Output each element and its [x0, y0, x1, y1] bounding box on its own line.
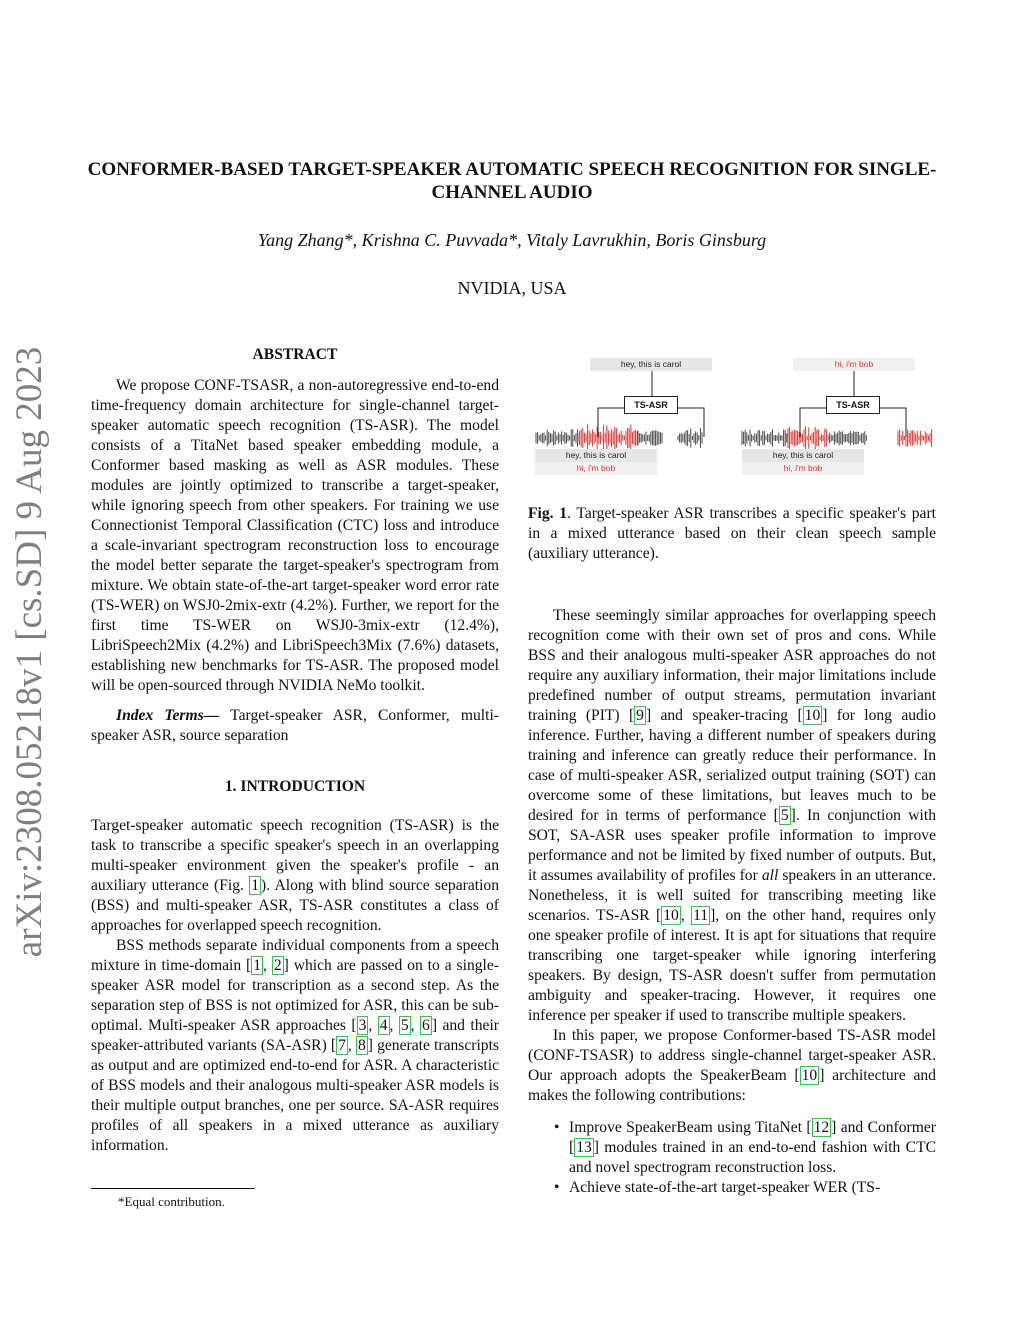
- fig-left-tsasr-box: TS-ASR: [624, 396, 678, 414]
- fig-left-top-label: hey, this is carol: [590, 358, 712, 371]
- left-column: [91, 345, 499, 1156]
- footnote: *Equal contribution.: [118, 1194, 225, 1209]
- right-column: [528, 504, 936, 1198]
- fig-1-link[interactable]: 1: [251, 877, 259, 894]
- citation-link[interactable]: 10: [663, 907, 679, 924]
- intro-heading: 1. INTRODUCTION: [224, 778, 366, 795]
- citation-link[interactable]: 1: [253, 957, 262, 974]
- abstract-text: We propose CONF-TSASR, a non-autoregressive end-to-end time-frequency domain architecture for single-channel target-speaker automatic speech recognition (TS-ASR). The model consists of a TitaNet based speaker embedding module, a Conformer based masking as well as ASR modules. These modules are jointly optimized to transcribe a target-speaker, while ignoring speech from other speakers. For training we use Connectionist Temporal Classification (CTC) loss and introduce a scale-invariant spectrogram reconstruction loss to encourage the model better separate the target-speaker's spectrogram from mixture. We obtain state-of-the-art target-speaker word error rate (TS-WER) on WSJ0-2mix-extr (4.2%). Further, we report for the first time TS-WER on WSJ0-3mix-extr (12.4%), LibriSpeech2Mix (4.2%) and LibriSpeech3Mix (7.6%) datasets, establishing new benchmarks for TS-ASR. The proposed model will be open-sourced through NVIDIA NeMo toolkit.: [91, 377, 499, 694]
- figure-caption: Fig. 1. Target-speaker ASR transcribes a specific speaker's part in a mixed utterance based on their clean speech sample (auxiliary utterance).: [528, 505, 936, 562]
- intro-paragraph-1: Target-speaker automatic speech recognition (TS-ASR) is the task to transcribe a specific speaker's speech in an overlapping multi-speaker environment given the speaker's profile - an auxiliary utterance (Fig. 1 ). Along with blind source separation (BSS) and multi-speaker ASR, TS-ASR constitutes a class of approaches for overlapped speech recognition.: [91, 817, 500, 934]
- fig-right-top-label: hi, i'm bob: [793, 358, 915, 371]
- citation-link[interactable]: 10: [801, 1067, 818, 1084]
- paper-title: CONFORMER-BASED TARGET-SPEAKER AUTOMATIC SPEECH RECOGNITION FOR SINGLE-CHANNEL AUDIO: [87, 159, 937, 203]
- citation-link[interactable]: 11: [693, 907, 709, 924]
- fig-right-tsasr-box: TS-ASR: [826, 396, 880, 414]
- index-terms-text: Target-speaker ASR, Conformer, multi-speaker ASR, source separation: [91, 707, 499, 744]
- list-item: • Improve SpeakerBeam using TitaNet [ 12 ] and Conformer [ 13 ] modules trained in an end-to-end fashion with CTC and novel spectrogram reconstruction loss.: [554, 1119, 936, 1176]
- bullet-icon: •: [554, 1179, 560, 1196]
- citation-link[interactable]: 9: [636, 707, 644, 724]
- affiliation: NVIDIA, USA: [457, 278, 567, 298]
- contributions-list: [528, 1118, 936, 1198]
- citation-link[interactable]: 6: [422, 1017, 430, 1034]
- waveform-left: [536, 424, 702, 452]
- citation-link[interactable]: 12: [813, 1119, 830, 1136]
- index-terms: [91, 706, 499, 746]
- right-paragraph-2: In this paper, we propose Conformer-based TS-ASR model (CONF-TSASR) to address single-channel target-speaker ASR. Our approach adopts the SpeakerBeam [ 10 ] architecture and makes the following contributions:: [528, 1027, 936, 1104]
- fig-right-bottom-red: hi, i'm bob: [742, 462, 864, 475]
- fig-left-bottom-red: hi, i'm bob: [535, 462, 657, 475]
- citation-link[interactable]: 5: [780, 807, 789, 824]
- intro-paragraph-2: BSS methods separate individual components from a speech mixture in time-domain [ 1 , 2 ] which are passed on to a single-speaker ASR model for transcription as a second step. As the separation step of BSS is not optimized for ASR, this can be sub-optimal. Multi-speaker ASR approaches [ 3 , 4 , 5 , 6 ] and their speaker-attributed variants (SA-ASR) [ 7 , 8 ] generate transcripts as output and are optimized end-to-end for ASR. A characteristic of BSS models and their analogous multi-speaker ASR models is their multiple output branches, one per source. SA-ASR requires profiles of all speakers in a mixed utterance as auxiliary information.: [91, 937, 499, 1154]
- index-terms-label: Index Terms—: [116, 707, 220, 724]
- fig-left-bottom-gray: hey, this is carol: [535, 449, 657, 462]
- arxiv-side-stamp: arXiv:2308.05218v1 [cs.SD] 9 Aug 2023: [9, 346, 50, 958]
- citation-link[interactable]: 10: [804, 707, 821, 724]
- citation-link[interactable]: 7: [338, 1037, 346, 1054]
- bullet-icon: •: [554, 1119, 560, 1136]
- waveform-right: [742, 426, 932, 449]
- citation-link[interactable]: 4: [379, 1017, 388, 1034]
- fig-right-bottom-gray: hey, this is carol: [742, 449, 864, 462]
- citation-link[interactable]: 3: [358, 1017, 367, 1034]
- abstract-heading: ABSTRACT: [252, 346, 338, 363]
- citation-link[interactable]: 2: [273, 957, 282, 974]
- citation-link[interactable]: 13: [576, 1139, 592, 1156]
- figure-1: [528, 352, 938, 482]
- citation-link[interactable]: 8: [357, 1037, 366, 1054]
- footnote-rule: [91, 1188, 255, 1189]
- list-item: • Achieve state-of-the-art target-speaker WER (TS-: [554, 1179, 881, 1196]
- citation-link[interactable]: 5: [400, 1017, 409, 1034]
- right-paragraph-1: These seemingly similar approaches for overlapping speech recognition come with their own set of pros and cons. While BSS and their analogous multi-speaker ASR approaches do not require any auxiliary information, their major limitations include predefined number of output streams, permutation invariant training (PIT) [ 9 ] and speaker-tracing [ 10 ] for long audio inference. Further, having a different number of speakers during training and inference can greatly reduce their performance. In case of multi-speaker ASR, serialized output training (SOT) can overcome some of these limitations, but leaves much to be desired for in terms of performance [ 5 ]. In conjunction with SOT, SA-ASR uses speaker profile information to improve performance and not be limited by fixed number of outputs. But, it assumes availability of profiles for all speakers in an utterance. Nonetheless, it is well suited for transcribing meeting like scenarios. TS-ASR [ 10 , 11 ], on the other hand, requires only one speaker profile of interest. It is apt for situations that require transcribing one target-speaker while ignoring interfering speakers. By design, TS-ASR doesn't suffer from permutation ambiguity and speaker-tracing. However, it requires one inference per speaker if used to transcribe multiple speakers.: [528, 607, 937, 1024]
- authors: Yang Zhang*, Krishna C. Puvvada*, Vitaly Lavrukhin, Boris Ginsburg: [257, 230, 767, 250]
